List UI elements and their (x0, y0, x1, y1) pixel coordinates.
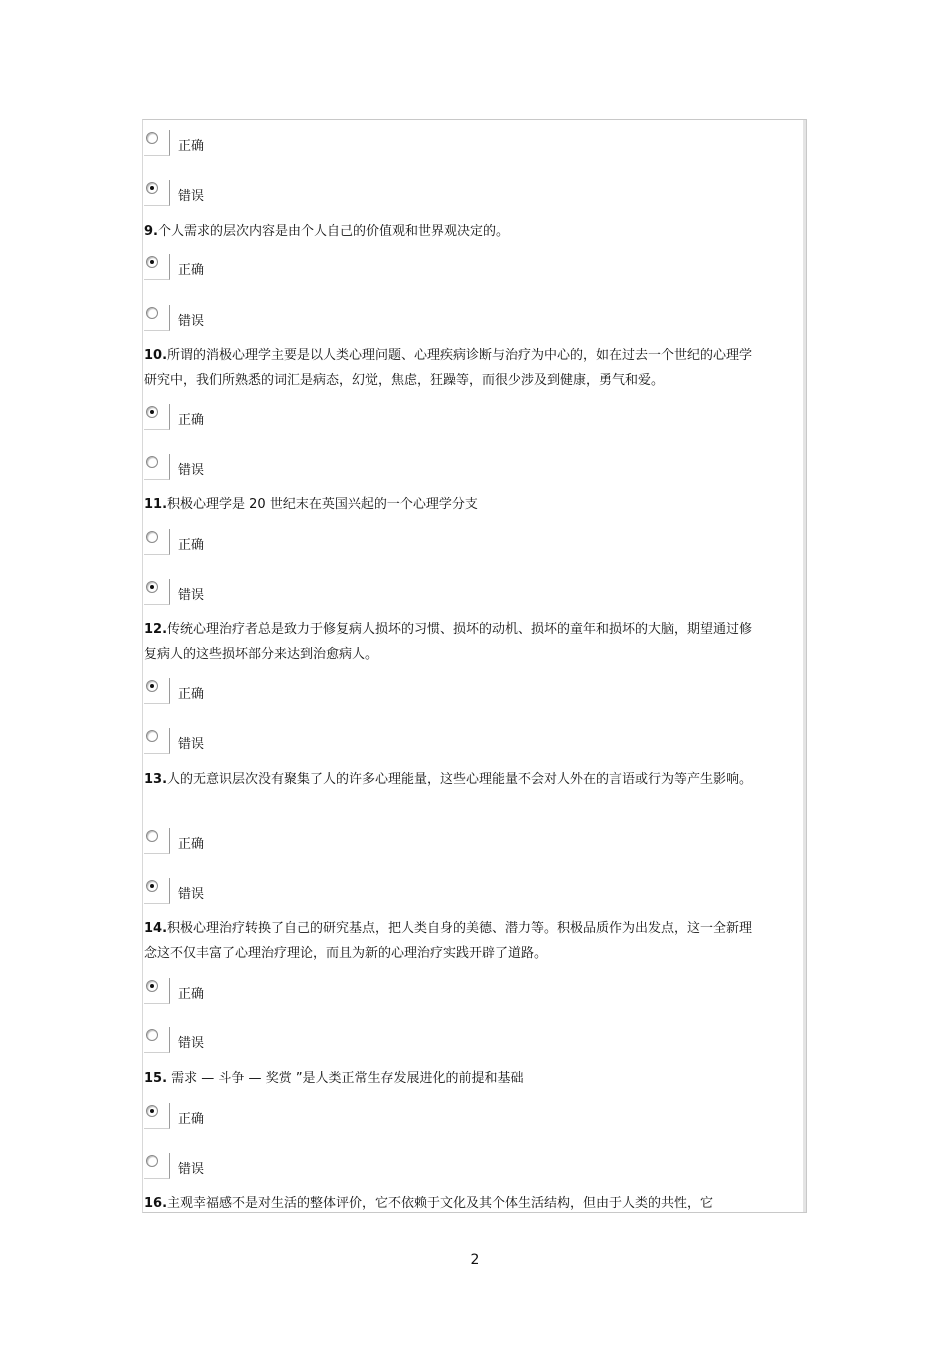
answer-option[interactable] (144, 728, 264, 756)
quiz-frame (142, 119, 807, 1213)
question-body: 所谓的消极心理学主要是以人类心理问题、心理疾病诊断与治疗为中心的，如在过去一个世纪的心理学研究中，我们所熟悉的词汇是病态，幻觉，焦虑，狂躁等，而很少涉及到健康，勇气和爱。 (144, 348, 753, 388)
option-label: 正确 (178, 413, 205, 428)
option-label: 正确 (178, 263, 205, 278)
answer-option[interactable] (144, 130, 264, 158)
answer-option[interactable] (144, 404, 264, 432)
answer-option[interactable] (144, 579, 264, 607)
option-label: 错误 (178, 189, 205, 204)
option-label: 正确 (178, 987, 205, 1002)
question-text (144, 1191, 756, 1213)
question-text (144, 1066, 756, 1091)
option-label: 正确 (178, 139, 205, 154)
option-label: 错误 (178, 314, 205, 329)
radio-checked-icon[interactable] (146, 182, 158, 194)
radio-unchecked-icon[interactable] (146, 132, 158, 144)
question-text (144, 343, 756, 393)
question-body: 人的无意识层次没有聚集了人的许多心理能量，这些心理能量不会对人外在的言语或行为等产生影响。 (167, 772, 753, 787)
answer-option[interactable] (144, 529, 264, 557)
answer-option[interactable] (144, 1027, 264, 1055)
radio-unchecked-icon[interactable] (146, 730, 158, 742)
question-number: 15. (144, 1071, 168, 1086)
question-body: 主观幸福感不是对生活的整体评价，它不依赖于文化及其个体生活结构，但由于人类的共性，它 (167, 1196, 714, 1211)
answer-option[interactable] (144, 1153, 264, 1181)
question-body: 积极心理学是 20 世纪末在英国兴起的一个心理学分支 (167, 497, 478, 512)
radio-checked-icon[interactable] (146, 980, 158, 992)
answer-option[interactable] (144, 180, 264, 208)
radio-unchecked-icon[interactable] (146, 830, 158, 842)
radio-unchecked-icon[interactable] (146, 1029, 158, 1041)
answer-option[interactable] (144, 678, 264, 706)
question-number: 14. (144, 921, 168, 936)
answer-option[interactable] (144, 978, 264, 1006)
question-body: 积极心理治疗转换了自己的研究基点，把人类自身的美德、潜力等。积极品质作为出发点，这一全新理念这不仅丰富了心理治疗理论，而且为新的心理治疗实践开辟了道路。 (144, 921, 753, 961)
answer-option[interactable] (144, 454, 264, 482)
question-number: 9. (144, 224, 158, 239)
answer-option[interactable] (144, 878, 264, 906)
option-label: 正确 (178, 687, 205, 702)
option-label: 错误 (178, 463, 205, 478)
radio-checked-icon[interactable] (146, 581, 158, 593)
answer-option[interactable] (144, 828, 264, 856)
question-text (144, 916, 756, 966)
question-number: 13. (144, 772, 168, 787)
radio-checked-icon[interactable] (146, 256, 158, 268)
question-body: 个人需求的层次内容是由个人自己的价值观和世界观决定的。 (157, 224, 509, 239)
radio-unchecked-icon[interactable] (146, 307, 158, 319)
question-text (144, 492, 756, 517)
radio-checked-icon[interactable] (146, 880, 158, 892)
option-label: 错误 (178, 588, 205, 603)
radio-unchecked-icon[interactable] (146, 531, 158, 543)
answer-option[interactable] (144, 1103, 264, 1131)
radio-checked-icon[interactable] (146, 1105, 158, 1117)
answer-option[interactable] (144, 305, 264, 333)
radio-checked-icon[interactable] (146, 406, 158, 418)
radio-unchecked-icon[interactable] (146, 456, 158, 468)
quiz-content (143, 120, 806, 1212)
answer-option[interactable] (144, 254, 264, 282)
option-label: 错误 (178, 1036, 205, 1051)
option-label: 错误 (178, 737, 205, 752)
question-number: 16. (144, 1196, 168, 1211)
option-label: 正确 (178, 837, 205, 852)
question-text (144, 219, 756, 244)
option-label: 正确 (178, 538, 205, 553)
radio-checked-icon[interactable] (146, 680, 158, 692)
question-body: 传统心理治疗者总是致力于修复病人损坏的习惯、损坏的动机、损坏的童年和损坏的大脑，期望通过修复病人的这些损坏部分来达到治愈病人。 (144, 622, 753, 662)
question-text (144, 617, 756, 667)
question-number: 11. (144, 497, 168, 512)
option-label: 错误 (178, 887, 205, 902)
page-number: 2 (470, 1252, 480, 1268)
option-label: 错误 (178, 1162, 205, 1177)
question-text (144, 767, 756, 792)
question-number: 12. (144, 622, 168, 637)
question-number: 10. (144, 348, 168, 363)
question-body: 需求 — 斗争 — 奖赏 ”是人类正常生存发展进化的前提和基础 (167, 1071, 524, 1086)
option-label: 正确 (178, 1112, 205, 1127)
radio-unchecked-icon[interactable] (146, 1155, 158, 1167)
